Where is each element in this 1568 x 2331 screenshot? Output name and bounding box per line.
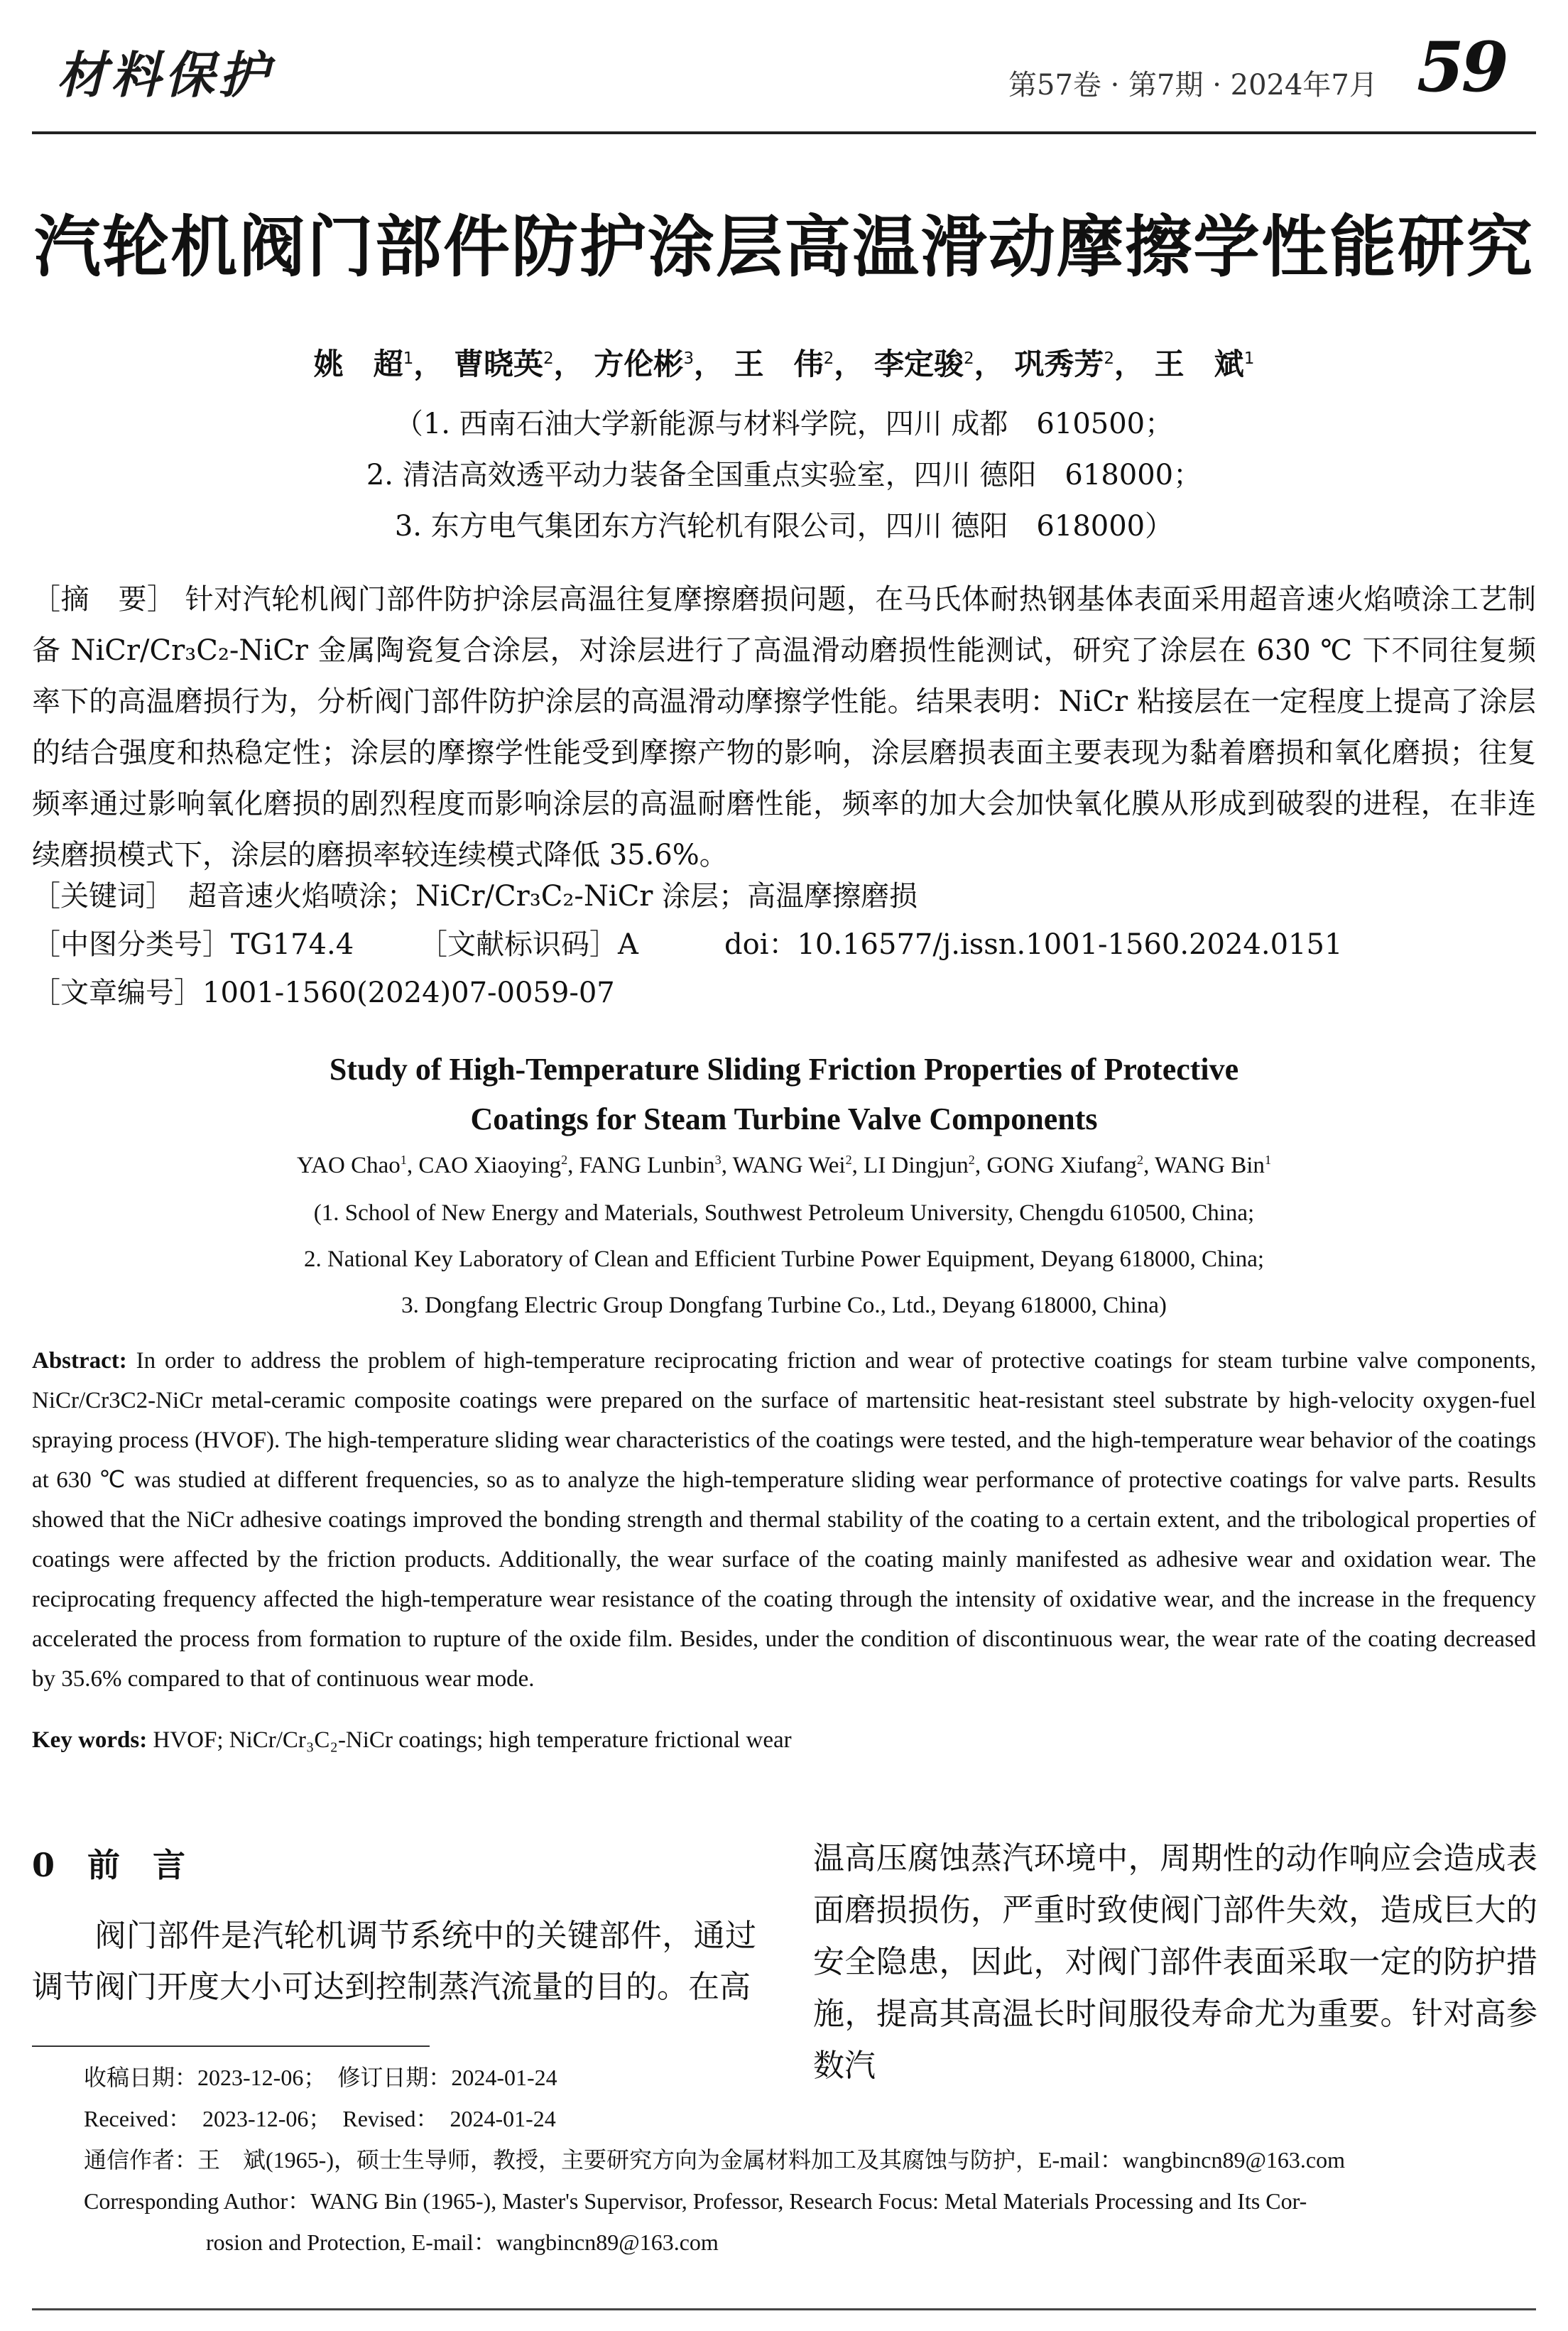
journal-name: 材料保护 — [57, 45, 273, 104]
author-cn: 王 伟$^2$ — [734, 347, 834, 381]
keywords-en: Key words: HVOF; NiCr/Cr₃C₂-NiCr coatings; high temperature frictional wear — [32, 1727, 792, 1753]
clc-value: TG174.4 — [231, 928, 354, 961]
keywords-cn: ［关键词］ 超音速火焰喷涂；NiCr/Cr₃C₂-NiCr 涂层；高温摩擦磨损 — [32, 880, 918, 913]
author-en: GONG Xiufang$^2$ — [986, 1153, 1144, 1178]
doi: doi：10.16577/j.issn.1001-1560.2024.0151 — [724, 928, 1343, 961]
body-text-left: 阀门部件是汽轮机调节系统中的关键部件，通过调节阀门开度大小可达到控制蒸汽流量的目的。在高 — [32, 1918, 756, 2005]
abstract-en-label: Abstract: — [32, 1348, 127, 1374]
affiliation-cn-3: 3. 东方电气集团东方汽轮机有限公司，四川 德阳 618000） — [394, 510, 1174, 543]
classification-row — [32, 922, 354, 962]
abstract-cn — [32, 574, 1536, 881]
author-en: WANG Wei$^2$ — [732, 1153, 852, 1178]
clc-label: ［中图分类号］ — [32, 928, 231, 961]
author-cn: 巩秀芳$^2$ — [1014, 347, 1115, 381]
abstract-en — [32, 1341, 1536, 1699]
article-title-cn: 汽轮机阀门部件防护涂层高温滑动摩擦学性能研究 — [33, 208, 1534, 286]
article-title-en-line2: Coatings for Steam Turbine Valve Components — [470, 1102, 1098, 1136]
affiliation-en-3: 3. Dongfang Electric Group Dongfang Turbine Co., Ltd., Deyang 618000, China) — [401, 1293, 1167, 1318]
author-cn: 王 斌$^1$ — [1154, 347, 1255, 381]
author-en: WANG Bin$^1$ — [1155, 1153, 1272, 1178]
author-en: FANG Lunbin$^3$ — [579, 1153, 722, 1178]
footnote-rule — [32, 2045, 430, 2047]
footnote-author-en: Corresponding Author：WANG Bin (1965-), Master's Supervisor, Professor, Research Focus: Metal Materials Processing and Its Cor- — [84, 2188, 1307, 2214]
footnote-received-cn: 收稿日期：2023-12-06； 修订日期：2024-01-24 — [84, 2065, 557, 2090]
abstract-cn-text: 针对汽轮机阀门部件防护涂层高温往复摩擦磨损问题，在马氏体耐热钢基体表面采用超音速火焰喷涂工艺制备 NiCr/Cr₃C₂-NiCr 金属陶瓷复合涂层，对涂层进行了高温滑动磨损性能测试，研究了涂层在 630 ℃ 下不同往复频率下的高温磨损行为，分析阀门部件防护涂层的高温滑动摩擦学性能。结果表明：NiCr 粘接层在一定程度上提高了涂层的结合强度和热稳定性；涂层的摩擦学性能受到摩擦产物的影响，涂层磨损表面主要表现为黏着磨损和氧化磨损；往复频率通过影响氧化磨损的剧烈程度而影响涂层的高温耐磨性能，频率的加大会加快氧化膜从形成到破裂的进程，在非连续磨损模式下，涂层的磨损率较连续模式降低 35.6%。 — [32, 583, 1537, 871]
affiliation-cn-2: 2. 清洁高效透平动力装备全国重点实验室，四川 德阳 618000； — [366, 459, 1202, 491]
header-rule — [32, 131, 1536, 134]
authors-en: YAO Chao$^1$, CAO Xiaoying$^2$, FANG Lunbin$^3$, WANG Wei$^2$, LI Dingjun$^2$, GONG Xiufang$^2$, WANG Bin$^1$ — [296, 1153, 1272, 1178]
affiliation-en-1: (1. School of New Energy and Materials, Southwest Petroleum University, Chengdu 610500, China; — [313, 1200, 1255, 1226]
doc-code: ［文献标识码］A — [419, 928, 638, 961]
body-text-right: 温高压腐蚀蒸汽环境中，周期性的动作响应会造成表面磨损损伤，严重时致使阀门部件失效，造成巨大的安全隐患，因此，对阀门部件表面采取一定的防护措施，提高其高温长时间服役寿命尤为重要。针对高参数汽 — [813, 1840, 1537, 2084]
footnote-author-en-cont: rosion and Protection, E-mail：wangbincn89@163.com — [206, 2229, 719, 2255]
page-bottom-rule — [32, 2308, 1536, 2310]
article-number: ［文章编号］1001-1560(2024)07-0059-07 — [32, 977, 615, 1009]
author-cn: 方伦彬$^3$ — [594, 347, 695, 381]
issue-info: 第57卷 · 第7期 · 2024年7月 — [1008, 69, 1378, 102]
authors-cn: 姚 超$^1$， 曹晓英$^2$， 方伦彬$^3$， 王 伟$^2$， 李定骏$^2$， 巩秀芳$^2$， 王 斌$^1$ — [313, 347, 1255, 381]
author-cn: 曹晓英$^2$ — [453, 347, 554, 381]
affiliation-cn-1: （1. 西南石油大学新能源与材料学院，四川 成都 610500； — [394, 408, 1174, 440]
author-cn: 李定骏$^2$ — [873, 347, 974, 381]
abstract-cn-label: ［摘 要］ — [32, 583, 176, 616]
affiliation-en-2: 2. National Key Laboratory of Clean and Efficient Turbine Power Equipment, Deyang 618000, China; — [303, 1246, 1265, 1272]
abstract-en-text: In order to address the problem of high-temperature reciprocating friction and wear of protective coatings for steam turbine valve components, NiCr/Cr3C2-NiCr metal-ceramic composite coatings were prepared on the surface of martensitic heat-resistant steel substrate by high-velocity oxygen-fuel spraying process (HVOF). The high-temperature sliding wear characteristics of the coatings were tested, and the high-temperature wear behavior of the coatings at 630 ℃ was studied at different frequencies, so as to analyze the high-temperature sliding wear performance of protective coatings for valve parts. Results showed that the NiCr adhesive coatings improved the bonding strength and thermal stability of the coating to a certain extent, and the tribological properties of coatings were affected by the friction products. Additionally, the wear surface of the coating mainly manifested as adhesive wear and oxidation wear. The reciprocating frequency affected the high-temperature wear resistance of the coating through the intensity of oxidative wear, and the increase in the frequency accelerated the process from formation to rupture of the oxide film. Besides, under the condition of discontinuous wear, the wear rate of the coating decreased by 35.6% compared to that of continuous wear mode. — [32, 1348, 1537, 1692]
footnote-received-en: Received： 2023-12-06； Revised： 2024-01-24 — [84, 2106, 556, 2131]
article-title-en-line1: Study of High-Temperature Sliding Friction Properties of Protective — [329, 1052, 1239, 1087]
author-en: CAO Xiaoying$^2$ — [418, 1153, 568, 1178]
section-heading: 0 前 言 — [32, 1846, 186, 1884]
author-en: YAO Chao$^1$ — [296, 1153, 407, 1178]
author-en: LI Dingjun$^2$ — [864, 1153, 975, 1178]
page-number: 59 — [1417, 27, 1506, 107]
footnote-author-cn: 通信作者：王 斌(1965-)，硕士生导师，教授，主要研究方向为金属材料加工及其腐蚀与防护，E-mail：wangbincn89@163.com — [84, 2147, 1346, 2173]
author-cn: 姚 超$^1$ — [313, 347, 414, 381]
